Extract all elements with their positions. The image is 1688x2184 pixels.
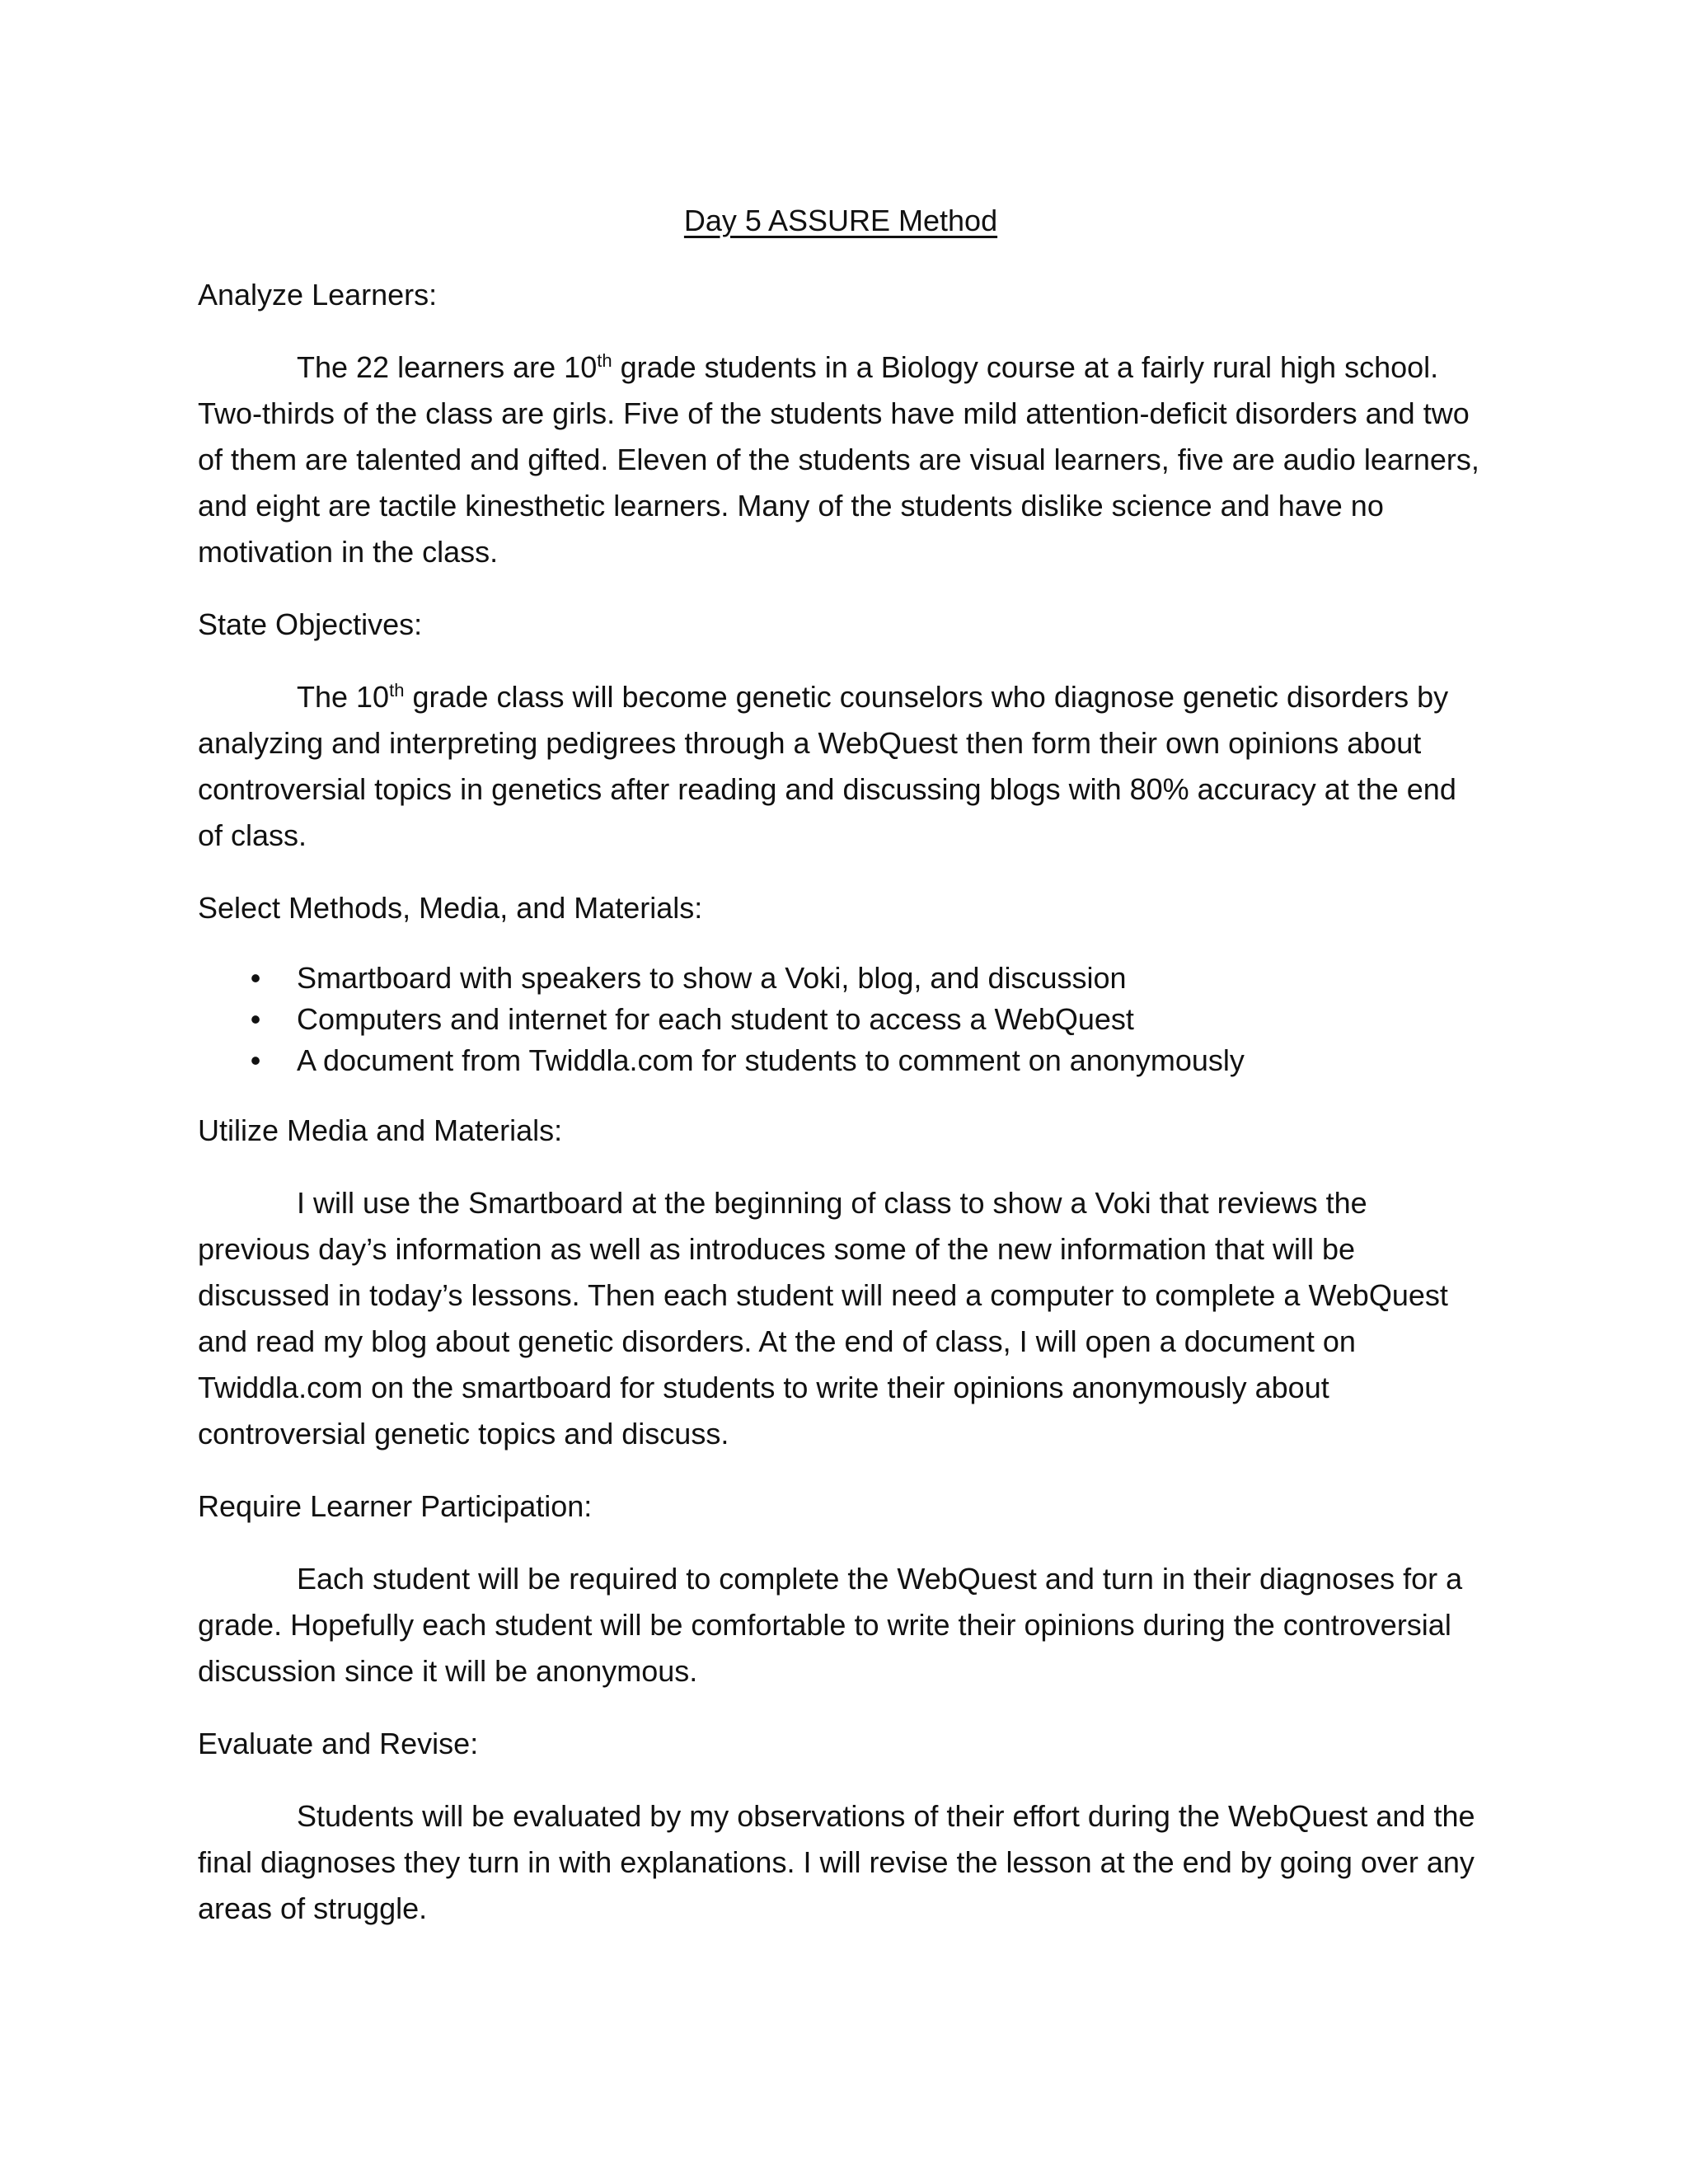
bullet-icon: • xyxy=(250,1002,261,1036)
bullet-icon: • xyxy=(250,1043,261,1077)
paragraph-state-objectives xyxy=(198,674,1484,859)
superscript: th xyxy=(389,680,405,701)
list-item xyxy=(198,958,1484,999)
section-heading-analyze-learners: Analyze Learners: xyxy=(198,278,438,312)
text-run: The 10 xyxy=(297,680,390,714)
document-page xyxy=(198,198,1484,1958)
superscript: th xyxy=(597,350,612,371)
paragraph-analyze-learners xyxy=(198,344,1484,575)
text-run: grade class will become genetic counselors who diagnose genetic disorders by analyzing and interpreting pedigrees through a WebQuest then form their own opinions about controversial topics in genetics after reading and discussing blogs with 80% accuracy at the end of class. xyxy=(198,680,1456,852)
paragraph-utilize-media: I will use the Smartboard at the beginning of class to show a Voki that reviews the previous day’s information as well as introduces some of the new information that will be discussed in today’s lessons. Then each student will need a computer to complete a WebQuest and read my blog about genetic disorders. At the end of class, I will open a document on Twiddla.com on the smartboard for students to write their opinions anonymously about controversial genetic topics and discuss. xyxy=(198,1186,1448,1451)
text-run: The 22 learners are 10 xyxy=(297,350,598,384)
text-run: grade students in a Biology course at a fairly rural high school. Two-thirds of the class are girls. Five of the students have mild attention-deficit disorders and two of them are talented and gifted. Eleven of the students are visual learners, five are audio learners, and eight are tactile kinesthetic learners. Many of the students dislike science and have no motivation in the class. xyxy=(198,350,1479,569)
list-item-text: Computers and internet for each student to access a WebQuest xyxy=(297,1002,1134,1036)
paragraph-require-participation: Each student will be required to complete the WebQuest and turn in their diagnoses for a grade. Hopefully each student will be comfortable to write their opinions during the controversial discussion since it will be anonymous. xyxy=(198,1562,1463,1688)
list-item xyxy=(198,1040,1484,1081)
section-heading-utilize-media: Utilize Media and Materials: xyxy=(198,1113,563,1147)
list-item xyxy=(198,999,1484,1040)
section-heading-select-methods: Select Methods, Media, and Materials: xyxy=(198,891,703,925)
section-heading-require-participation: Require Learner Participation: xyxy=(198,1489,593,1523)
section-heading-evaluate-revise: Evaluate and Revise: xyxy=(198,1727,479,1760)
section-heading-state-objectives: State Objectives: xyxy=(198,607,423,641)
list-item-text: A document from Twiddla.com for students to comment on anonymously xyxy=(297,1043,1245,1077)
list-item-text: Smartboard with speakers to show a Voki, blog, and discussion xyxy=(297,961,1127,995)
paragraph-evaluate-revise: Students will be evaluated by my observations of their effort during the WebQuest and the final diagnoses they turn in with explanations. I will revise the lesson at the end by going over any areas of struggle. xyxy=(198,1799,1475,1925)
document-title: Day 5 ASSURE Method xyxy=(683,204,998,237)
bullet-icon: • xyxy=(250,961,261,995)
materials-list xyxy=(198,958,1484,1081)
